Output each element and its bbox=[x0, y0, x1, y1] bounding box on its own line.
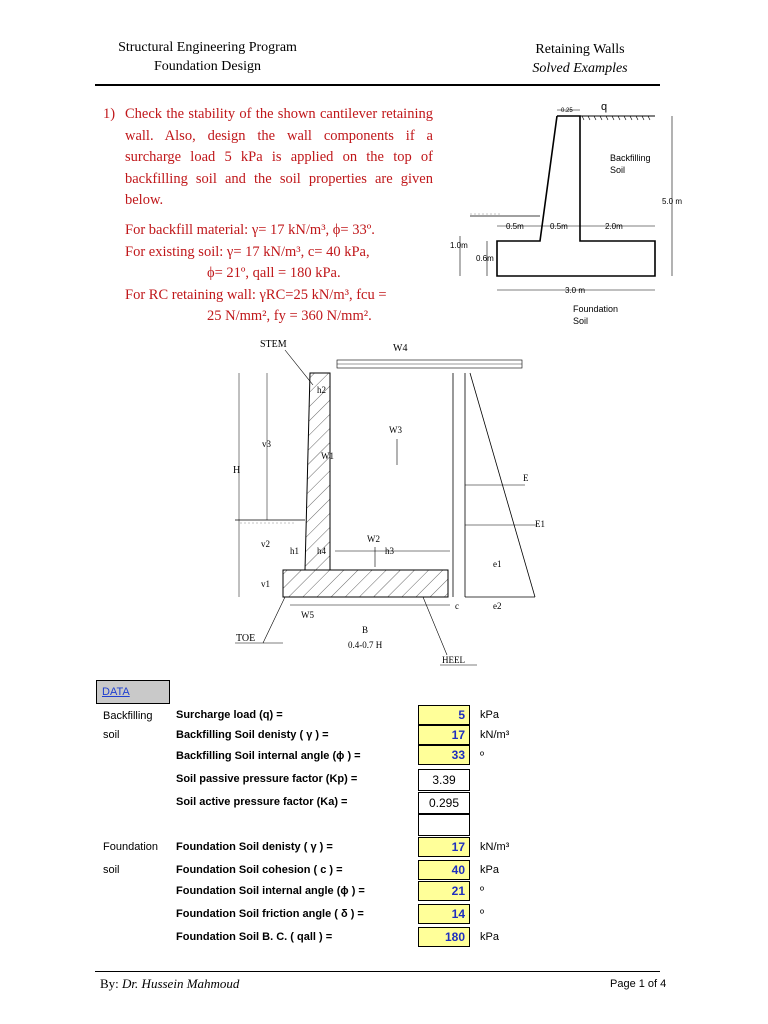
header-rule bbox=[95, 84, 660, 86]
subtitle: Solved Examples bbox=[532, 61, 628, 76]
dim-10: 1.0m bbox=[450, 241, 468, 250]
heel-label: HEEL bbox=[442, 655, 465, 665]
w4-label: W4 bbox=[393, 343, 408, 354]
footer-author bbox=[100, 976, 239, 992]
foundation-soil-label: Soil bbox=[573, 316, 589, 326]
author-name: Dr. Hussein Mahmoud bbox=[122, 976, 240, 991]
value-bearing-capacity[interactable]: 180 bbox=[418, 927, 470, 947]
value-surcharge[interactable]: 5 bbox=[418, 705, 470, 725]
wall-section-diagram bbox=[440, 96, 690, 336]
dim-06: 0.6m bbox=[476, 254, 494, 263]
dim-025: 0.25 bbox=[561, 108, 573, 114]
h1-label: h1 bbox=[290, 546, 299, 556]
h2-label: h2 bbox=[317, 385, 326, 395]
value-backfill-density[interactable]: 17 bbox=[418, 725, 470, 745]
B-range-label: 0.4-0.7 H bbox=[348, 640, 383, 650]
row-label-bearing-capacity: Foundation Soil B. C. ( qall ) = bbox=[176, 931, 333, 943]
dim-05a: 0.5m bbox=[506, 222, 524, 231]
E1-label: E1 bbox=[535, 519, 545, 529]
toe-label: TOE bbox=[236, 633, 256, 644]
v3-label: v3 bbox=[262, 439, 271, 449]
group-foundation-label: Foundation bbox=[103, 841, 159, 853]
value-foundation-density[interactable]: 17 bbox=[418, 837, 470, 857]
header-right bbox=[505, 40, 655, 78]
row-label-foundation-angle: Foundation Soil internal angle (ϕ ) = bbox=[176, 885, 365, 897]
v2-label: v2 bbox=[261, 539, 270, 549]
q-label: q bbox=[601, 101, 608, 113]
footer-by: By: bbox=[100, 976, 119, 991]
h4-label: h4 bbox=[317, 546, 326, 556]
value-backfill-angle[interactable]: 33 bbox=[418, 745, 470, 765]
course-title: Foundation Design bbox=[154, 59, 261, 74]
group-foundation-label-2: soil bbox=[103, 864, 120, 876]
w1-label: W1 bbox=[321, 451, 334, 461]
B-label: B bbox=[362, 625, 369, 635]
row-label-backfill-density: Backfilling Soil denisty ( γ ) = bbox=[176, 729, 329, 741]
e1-label: e1 bbox=[493, 559, 502, 569]
foundation-label: Foundation bbox=[573, 304, 619, 314]
group-backfill-label-2: soil bbox=[103, 729, 120, 741]
dim-30: 3.0 m bbox=[565, 286, 586, 295]
empty-cell bbox=[418, 814, 470, 836]
backfill-props: For backfill material: γ= 17 kN/m³, ϕ= 33º. bbox=[125, 222, 375, 238]
row-label-foundation-density: Foundation Soil denisty ( γ ) = bbox=[176, 841, 333, 853]
unit-backfill-angle: º bbox=[480, 750, 485, 762]
topic-title: Retaining Walls bbox=[535, 42, 625, 57]
unit-surcharge: kPa bbox=[480, 709, 499, 721]
row-label-friction-angle: Foundation Soil friction angle ( δ ) = bbox=[176, 908, 364, 920]
problem-number: 1) bbox=[103, 106, 116, 122]
unit-foundation-angle: º bbox=[480, 885, 485, 897]
data-tab[interactable]: DATA bbox=[96, 680, 170, 704]
value-ka: 0.295 bbox=[418, 792, 470, 814]
rc-props: For RC retaining wall: γRC=25 kN/m³, fcu = bbox=[125, 286, 387, 303]
e2-label: e2 bbox=[493, 601, 502, 611]
rc-props-2: 25 N/mm², fy = 360 N/mm². bbox=[207, 308, 372, 324]
material-properties bbox=[125, 220, 445, 328]
w3-label: W3 bbox=[389, 425, 402, 435]
row-label-backfill-angle: Backfilling Soil internal angle (ϕ ) = bbox=[176, 750, 361, 762]
header-left bbox=[100, 38, 315, 76]
group-backfill-label: Backfilling bbox=[103, 710, 153, 722]
problem-text: Check the stability of the shown cantilever retaining wall. Also, design the wall components if a surcharge load 5 kPa is applied on the top of backfilling soil and the soil properties are given below. bbox=[125, 106, 433, 208]
page-number: Page 1 of 4 bbox=[610, 978, 667, 990]
existing-soil-props: For existing soil: γ= 17 kN/m³, c= 40 kPa, bbox=[125, 243, 370, 260]
dim-20: 2.0m bbox=[605, 222, 623, 231]
w2-label: W2 bbox=[367, 534, 380, 544]
h3-label: h3 bbox=[385, 546, 394, 556]
problem-statement bbox=[103, 104, 433, 212]
value-friction-angle[interactable]: 14 bbox=[418, 904, 470, 924]
E-label: E bbox=[523, 473, 529, 483]
row-label-cohesion: Foundation Soil cohesion ( c ) = bbox=[176, 864, 343, 876]
value-foundation-angle[interactable]: 21 bbox=[418, 881, 470, 901]
dim-height-5m: 5.0 m bbox=[662, 197, 683, 206]
stem-label: STEM bbox=[260, 339, 287, 350]
retaining-wall-schematic bbox=[225, 335, 555, 670]
backfill-label: Backfilling bbox=[610, 153, 651, 163]
unit-backfill-density: kN/m³ bbox=[480, 729, 510, 741]
row-label-ka: Soil active pressure factor (Ka) = bbox=[176, 796, 348, 808]
existing-soil-props-2: ϕ= 21º, qall = 180 kPa. bbox=[207, 265, 341, 281]
unit-foundation-density: kN/m³ bbox=[480, 841, 510, 853]
program-title: Structural Engineering Program bbox=[118, 40, 297, 55]
w5-label: W5 bbox=[301, 610, 314, 620]
backfill-soil-label: Soil bbox=[610, 165, 626, 175]
dim-05b: 0.5m bbox=[550, 222, 568, 231]
unit-friction-angle: º bbox=[480, 908, 485, 920]
value-cohesion[interactable]: 40 bbox=[418, 860, 470, 880]
row-label-surcharge: Surcharge load (q) = bbox=[176, 709, 283, 721]
row-label-kp: Soil passive pressure factor (Kp) = bbox=[176, 773, 358, 785]
unit-cohesion: kPa bbox=[480, 864, 499, 876]
value-kp: 3.39 bbox=[418, 769, 470, 791]
v1-label: v1 bbox=[261, 579, 270, 589]
c-label: c bbox=[455, 601, 459, 611]
unit-bearing-capacity: kPa bbox=[480, 931, 499, 943]
footer-rule bbox=[95, 971, 660, 972]
H-label: H bbox=[233, 465, 241, 476]
